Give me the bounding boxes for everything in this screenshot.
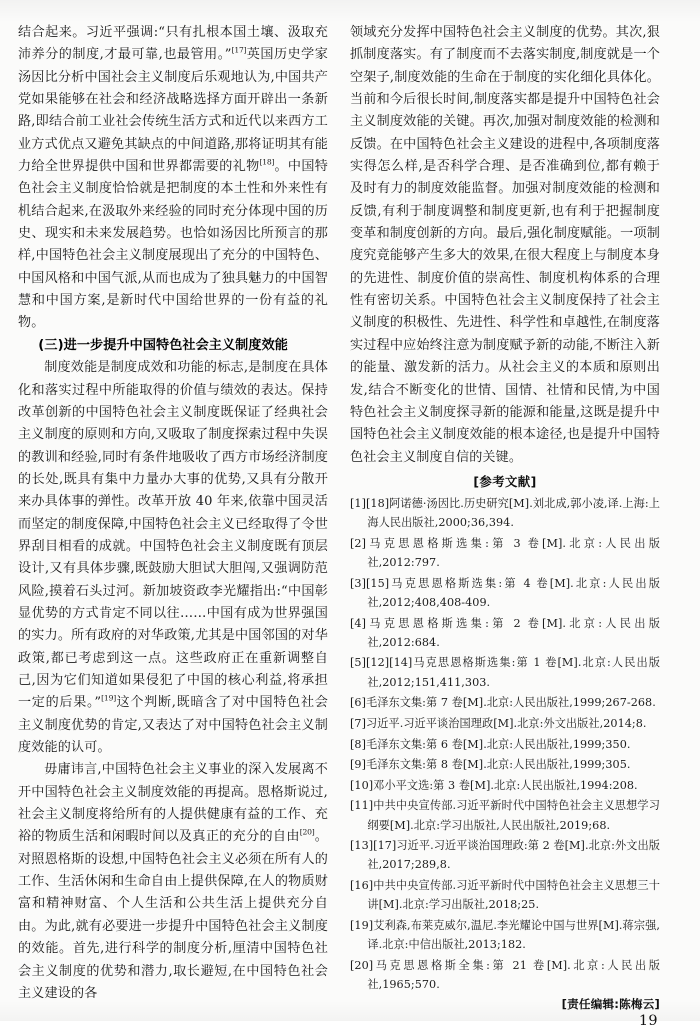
reference-item: [20]马克思恩格斯全集:第 21 卷[M].北京:人民出版社,1965;570. — [350, 958, 660, 992]
reference-item: [16]中共中央宣传部.习近平新时代中国特色社会主义思想三十讲[M].北京:学习出版社,2018;25. — [350, 879, 660, 912]
paragraph-1 — [18, 22, 328, 335]
paragraph-2-text-before: 制度效能是制度成效和功能的标志,是制度在具体化和落实过程中所能取得的价值与绩效的表达。保持改革创新的中国特色社会主义制度既保证了经典社会主义制度的原则和方向,又吸取了制度探索过程中失误的教训和经验,同时有条件地吸收了西方市场经济制度的长处,既具有集中力量办大事的优势,又具有分散开来办具体事的弹性。改革开放 40 年来,依靠中国灵活而坚定的制度保障,中国特色社会主义已经取得了令世界刮目相看的成就。中国特色社会主义制度既有顶层设计,又有具体步骤,既鼓励大胆试大胆闯,又强调防范风险,摸着石头过河。新加坡资政李光耀指出:“中国彰显优势的方式肯定不同以往……中国有成为世界强国的实力。所有政府的对华政策,尤其是中国邻国的对华政策,都已考虑到这一点。这些政府正在重新调整自己,因为它们知道如果侵犯了中国的核心利益,将承担一定的后果。” — [18, 360, 328, 711]
editor-credit: [责任编辑:陈梅云] — [561, 996, 660, 1011]
paragraph-4: 领域充分发挥中国特色社会主义制度的优势。其次,狠抓制度落实。有了制度而不去落实制度,制度就是一个空架子,制度效能的生命在于制度的实化细化具体化。当前和今后很长时间,制度落实都是提升中国特色社会主义制度效能的关键。再次,加强对制度效能的检测和反馈。在中国特色社会主义建设的进程中,各项制度落实得怎么样,是否科学合理、是否准确到位,都有赖于及时有力的制度效能监督。加强对制度效能的检测和反馈,有利于制度调整和制度更新,也有利于把握制度变革和制度创新的方向。最后,强化制度赋能。一项制度究竟能够产生多大的效果,在很大程度上与制度本身的先进性、制度价值的崇高性、制度机构体系的合理性有密切关系。中国特色社会主义制度保持了社会主义制度的积极性、先进性、科学性和卓越性,在制度落实过程中应始终注意为制度赋予新的动能,不断注入新的能量、激发新的活力。从社会主义的本质和原则出发,结合不断变化的世情、国情、社情和民情,为中国特色社会主义制度探寻新的能源和能量,这既是提升中国特色社会主义制度效能的根本途径,也是提升中国特色社会主义制度自信的关键。 — [350, 25, 660, 465]
reference-item: [3][15]马克思恩格斯选集:第 4 卷[M].北京:人民出版社,2012;408,408-409. — [350, 576, 660, 609]
reference-item: [8]毛泽东文集:第 6 卷[M].北京:人民出版社,1999;350. — [350, 737, 631, 751]
reference-item: [4]马克思恩格斯选集:第 2 卷[M].北京:人民出版社,2012:684. — [350, 616, 660, 649]
citation-marker-18: [18] — [259, 157, 275, 167]
paragraph-1-text-mid: 英国历史学家汤因比分析中国社会主义制度后乐观地认为,中国共产党如果能够在社会和经济战略选择方面开辟出一条新路,即结合前工业社会传统生活方式和近代以来西方工业方式优点又避免其缺点的中间道路,那将证明其有能力给全世界提供中国和世界都需要的礼物 — [18, 47, 328, 175]
reference-item: [9]毛泽东文集:第 8 卷[M].北京:人民出版社,1999;305. — [350, 758, 631, 772]
paragraph-3 — [18, 759, 328, 1005]
page-footer — [350, 996, 660, 1031]
paragraph-3-text-after: 。对照恩格斯的设想,中国特色社会主义必须在所有人的工作、生活休闲和生命自由上提供保障,在人的物质财富和精神财富、个人生活和公共生活上提供充分自由。为此,就有必要进一步提升中国特色社会主义制度的效能。首先,进行科学的制度分析,厘清中国特色社会主义制度的优势和潜力,取长避短,在中国特色社会主义建设的各 — [18, 829, 328, 1001]
reference-item: [5][12][14]马克思恩格斯选集:第 1 卷[M].北京:人民出版社,2012;151,411,303. — [350, 656, 660, 689]
paragraph-2-text-after: 这个判断,既暗含了对中国特色社会主义制度优势的肯定,又表达了对中国特色社会主义制度效能的认可。 — [18, 695, 329, 756]
left-column — [18, 22, 328, 1009]
reference-item: [6]毛泽东文集:第 7 卷[M].北京:人民出版社,1999;267-268. — [350, 696, 656, 710]
citation-marker-19: [19] — [101, 694, 116, 704]
citation-marker-20: [20] — [299, 828, 315, 838]
reference-item: [10]邓小平文选:第 3 卷[M].北京:人民出版社,1994:208. — [350, 778, 638, 792]
citation-marker-17: [17] — [231, 45, 247, 55]
reference-item: [13][17]习近平.习近平谈治国理政:第 2 卷[M].北京:外文出版社,2017;289,8. — [350, 839, 660, 872]
reference-item: [1][18]阿诺德·汤因比.历史研究[M].刘北成,郭小凌,译.上海:上海人民出版社,2000;36,394. — [350, 496, 660, 530]
paragraph-3-text-before: 毋庸讳言,中国特色社会主义事业的深入发展离不开中国特色社会主义制度效能的再提高。恩格斯说过,社会主义制度将给所有的人提供健康有益的工作、充裕的物质生活和闲暇时间以及真正的充分的自由 — [18, 762, 328, 845]
paragraph-1-text-after: 。中国特色社会主义制度恰恰就是把制度的本土性和外来性有机结合起来,在汲取外来经验的同时充分体现中国的历史、现实和未来发展趋势。也恰如汤因比所预言的那样,中国特色社会主义制度展现出了充分的中国特色、中国风格和中国气派,从而也成为了独具魅力的中国智慧和中国方案,是新时代中国给世界的一份有益的礼物。 — [18, 159, 328, 331]
reference-item: [7]习近平.习近平谈治国理政[M].北京:外文出版社,2014;8. — [350, 716, 647, 730]
reference-item: [19]艾利森,布莱克威尔,温尼.李光耀论中国与世界[M].蒋宗强,译.北京:中信出版社,2013;182. — [350, 918, 660, 952]
paragraph-2 — [18, 357, 328, 759]
paragraph-1-text-before: 结合起来。习近平强调:“只有扎根本国土壤、汲取充沛养分的制度,才最可靠,也最管用。” — [18, 25, 328, 63]
right-column — [350, 22, 660, 1029]
reference-list — [350, 494, 660, 996]
two-column-layout — [18, 22, 682, 1029]
reference-item: [11]中共中央宣传部.习近平新时代中国特色社会主义思想学习纲要[M].北京:学习出版社,人民出版社,2019;68. — [350, 799, 660, 832]
page-number: 19 — [638, 1012, 658, 1029]
references-heading: [参考文献] — [473, 473, 537, 489]
reference-item: [2]马克思恩格斯选集:第 3 卷[M].北京:人民出版社,2012:797. — [350, 536, 660, 570]
section-heading: (三)进一步提升中国特色社会主义制度效能 — [38, 337, 288, 353]
